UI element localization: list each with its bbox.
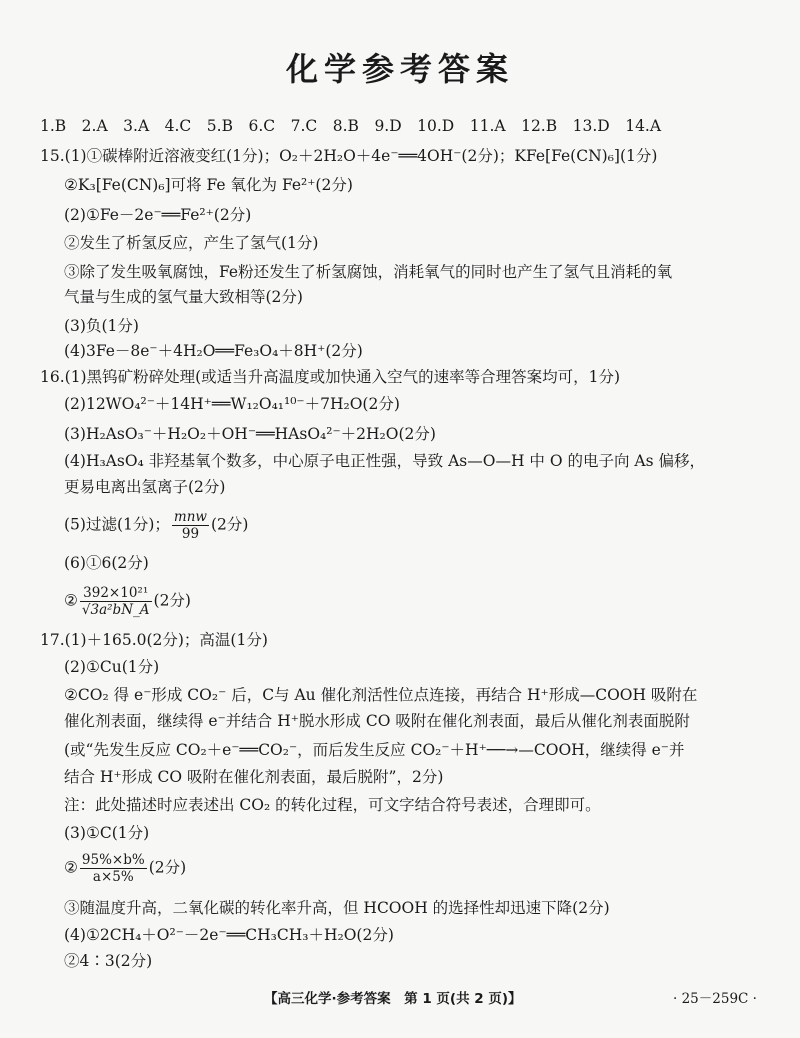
q15-line-5: ③除了发生吸氧腐蚀，Fe粉还发生了析氢腐蚀，消耗氧气的同时也产生了氢气且消耗的氧 xyxy=(64,263,673,281)
q17-line-9-score: (2分) xyxy=(148,858,187,877)
q16-line-8-text: ② xyxy=(64,591,78,610)
q17-line-8: (3)①C(1分) xyxy=(64,824,150,842)
q16-line-8-score: (2分) xyxy=(153,591,191,610)
q15-line-6: 气量与生成的氢气量大致相等(2分) xyxy=(64,288,303,306)
q17-line-3: ②CO₂ 得 e⁻形成 CO₂⁻ 后，C与 Au 催化剂活性位点连接，再结合 H⁺形成—COOH 吸附在 xyxy=(64,686,698,704)
q17-line-6: 结合 H⁺形成 CO 吸附在催化剂表面，最后脱附”，2分) xyxy=(64,768,444,786)
fraction-denominator: a×5% xyxy=(92,869,134,885)
q16-line-7: (6)①6(2分) xyxy=(64,554,149,572)
q17-line-9 xyxy=(64,852,186,885)
q15-line-4: ②发生了析氢反应，产生了氢气(1分) xyxy=(64,234,319,252)
fraction-density xyxy=(80,585,152,618)
q15-line-1: 15.(1)①碳棒附近溶液变红(1分)；O₂＋2H₂O＋4e⁻══4OH⁻(2分)；KFe[Fe(CN)₆](1分) xyxy=(40,147,658,165)
mc-answers: 1.B 2.A 3.A 4.C 5.B 6.C 7.C 8.B 9.D 10.D 11.A 12.B 13.D 14.A xyxy=(40,117,662,135)
q17-line-7: 注：此处描述时应表述出 CO₂ 的转化过程，可文字结合符号表述，合理即可。 xyxy=(64,796,601,814)
q17-line-9-text: ② xyxy=(64,858,78,877)
q16-line-6 xyxy=(64,509,248,542)
q16-line-4: (4)H₃AsO₄ 非羟基氧个数多，中心原子电正性强，导致 As—O—H 中 O 的电子向 As 偏移， xyxy=(64,452,705,470)
fraction-mnw-over-99 xyxy=(172,509,209,542)
q17-line-12: ②4∶3(2分) xyxy=(64,952,153,970)
q16-line-6-text: (5)过滤(1分)； xyxy=(64,515,170,534)
q15-line-2: ②K₃[Fe(CN)₆]可将 Fe 氧化为 Fe²⁺(2分) xyxy=(64,176,353,194)
q17-line-11: (4)①2CH₄＋O²⁻－2e⁻══CH₃CH₃＋H₂O(2分) xyxy=(64,926,394,944)
q17-line-10: ③随温度升高，二氧化碳的转化率升高，但 HCOOH 的选择性却迅速下降(2分) xyxy=(64,899,610,917)
fraction-numerator: mnw xyxy=(173,509,207,525)
q16-line-6-score: (2分) xyxy=(210,515,249,534)
page-title: 化学参考答案 xyxy=(285,50,514,88)
q15-line-3: (2)①Fe－2e⁻══Fe²⁺(2分) xyxy=(64,206,252,224)
q17-line-5: (或“先发生反应 CO₂＋e⁻══CO₂⁻，而后发生反应 CO₂⁻＋H⁺──→—COOH，继续得 e⁻并 xyxy=(64,741,685,759)
q16-line-1: 16.(1)黑钨矿粉碎处理(或适当升高温度或加快通入空气的速率等合理答案均可，1分) xyxy=(40,368,621,386)
q16-line-5: 更易电离出氢离子(2分) xyxy=(64,478,226,496)
footer-page-info: 【高三化学·参考答案 第 1 页(共 2 页)】 xyxy=(264,991,522,1007)
fraction-denominator: √3a²bN_A xyxy=(81,602,150,618)
fraction-numerator: 392×10²¹ xyxy=(80,585,152,602)
q15-line-7: (3)负(1分) xyxy=(64,317,139,335)
q17-line-4: 催化剂表面，继续得 e⁻并结合 H⁺脱水形成 CO 吸附在催化剂表面，最后从催化剂表面脱附 xyxy=(64,712,690,730)
fraction-numerator: 95%×b% xyxy=(81,852,145,868)
fraction-denominator: 99 xyxy=(181,526,200,542)
q16-line-2: (2)12WO₄²⁻＋14H⁺══W₁₂O₄₁¹⁰⁻＋7H₂O(2分) xyxy=(64,395,400,413)
q16-line-3: (3)H₂AsO₃⁻＋H₂O₂＋OH⁻══HAsO₄²⁻＋2H₂O(2分) xyxy=(64,425,436,443)
q17-line-1: 17.(1)＋165.0(2分)；高温(1分) xyxy=(40,631,268,649)
fraction-selectivity xyxy=(80,852,147,885)
q16-line-8 xyxy=(64,585,191,618)
q15-line-8: (4)3Fe－8e⁻＋4H₂O══Fe₃O₄＋8H⁺(2分) xyxy=(64,342,363,360)
footer-code: · 25－259C · xyxy=(673,991,757,1007)
q17-line-2: (2)①Cu(1分) xyxy=(64,658,160,676)
